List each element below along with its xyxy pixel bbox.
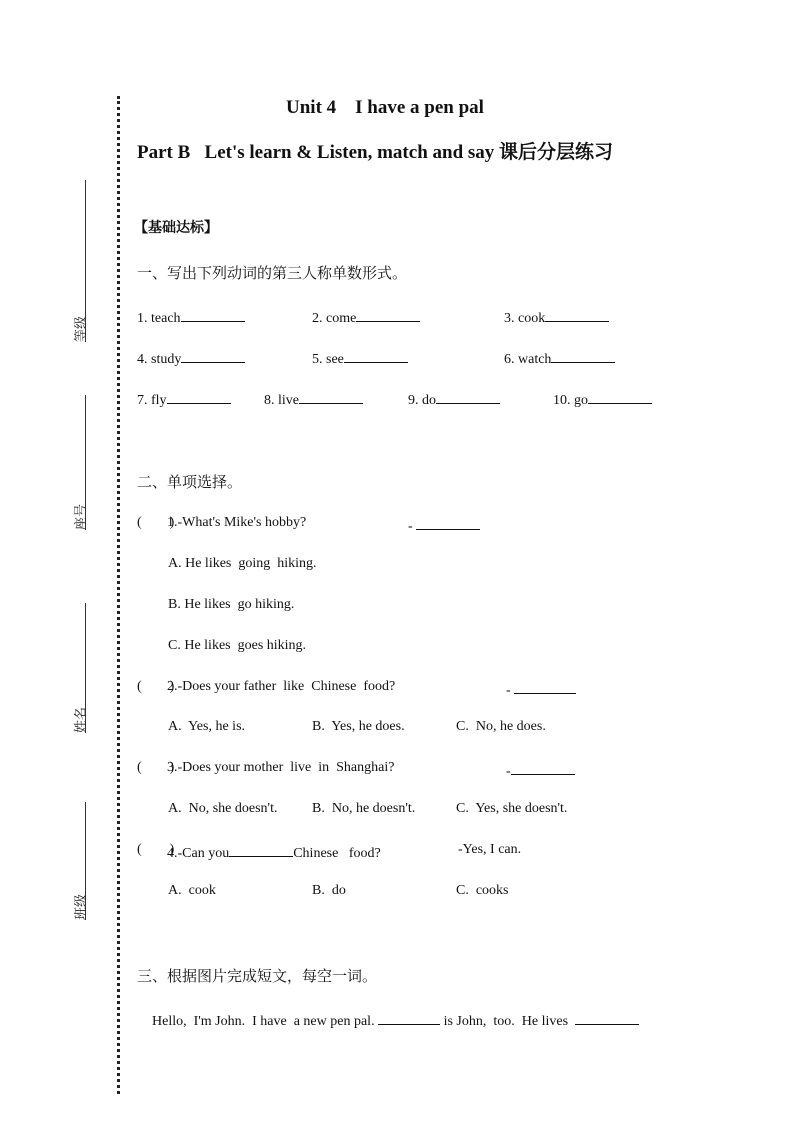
question-text: 4.-Can you Chinese food? [167,842,381,862]
option-c: C. No, he does. [456,719,546,734]
level-label: 等级 [74,315,89,342]
answer-blank[interactable] [378,1010,440,1025]
answer-blank[interactable] [229,842,293,857]
verb-item: 5. see [312,348,408,368]
page-subtitle: Part B Let's learn & Listen, match and say 课后分层练习 [137,142,614,163]
answer-paren[interactable]: ( ) [137,760,175,775]
option-b: B. Yes, he does. [312,719,405,734]
option-c: C. Yes, she doesn't. [456,801,568,816]
reply-text: -Yes, I can. [458,842,522,857]
level-tag: 【基础达标】 [134,220,218,236]
answer-blank[interactable] [299,389,363,404]
answer-blank[interactable] [511,760,575,775]
class-label: 班级 [74,893,89,920]
option-c: C. He likes goes hiking. [168,638,307,653]
answer-blank[interactable] [416,515,480,530]
option-b: B. He likes go hiking. [168,597,295,612]
verb-item: 3. cook [504,307,609,327]
answer-blank[interactable] [344,348,408,363]
question-text: 3.-Does your mother live in Shanghai? [167,760,395,775]
reply-blank-line: - [506,760,575,780]
section1-heading: 一、写出下列动词的第三人称单数形式。 [137,264,408,282]
verb-item: 7. fly [137,389,231,409]
answer-blank[interactable] [167,389,231,404]
seat-number-label: 座号 [74,503,89,530]
verb-item: 1. teach [137,307,245,327]
question-text: 1.-What's Mike's hobby? [167,515,307,530]
answer-blank[interactable] [514,679,576,694]
option-b: B. do [312,883,346,898]
answer-blank[interactable] [545,307,609,322]
section2-heading: 二、单项选择。 [137,473,243,491]
option-a: A. No, she doesn't. [168,801,278,816]
binding-dotted-line [117,96,120,1094]
verb-item: 9. do [408,389,500,409]
verb-item: 6. watch [504,348,615,368]
answer-paren[interactable]: ( ) [137,515,175,530]
answer-blank[interactable] [436,389,500,404]
section3-heading: 三、根据图片完成短文，每空一词。 [137,967,378,985]
verb-item: 8. live [264,389,363,409]
option-c: C. cooks [456,883,509,898]
name-label: 姓名 [74,706,89,733]
answer-blank[interactable] [588,389,652,404]
answer-blank[interactable] [181,348,245,363]
answer-blank[interactable] [575,1010,639,1025]
option-b: B. No, he doesn't. [312,801,416,816]
page-title: Unit 4 I have a pen pal [286,97,484,118]
option-a: A. cook [168,883,216,898]
passage-text: Hello, I'm John. I have a new pen pal. is John, too. He lives [152,1010,639,1030]
verb-item: 2. come [312,307,420,327]
option-a: A. Yes, he is. [168,719,246,734]
question-text: 2.-Does your father like Chinese food? [167,679,396,694]
reply-blank-line: - [408,515,480,535]
verb-item: 4. study [137,348,245,368]
verb-item: 10. go [553,389,652,409]
answer-blank[interactable] [551,348,615,363]
answer-paren[interactable]: ( ) [137,842,175,857]
answer-blank[interactable] [181,307,245,322]
answer-blank[interactable] [356,307,420,322]
option-a: A. He likes going hiking. [168,556,317,571]
reply-blank-line: - [506,679,576,699]
answer-paren[interactable]: ( ) [137,679,175,694]
